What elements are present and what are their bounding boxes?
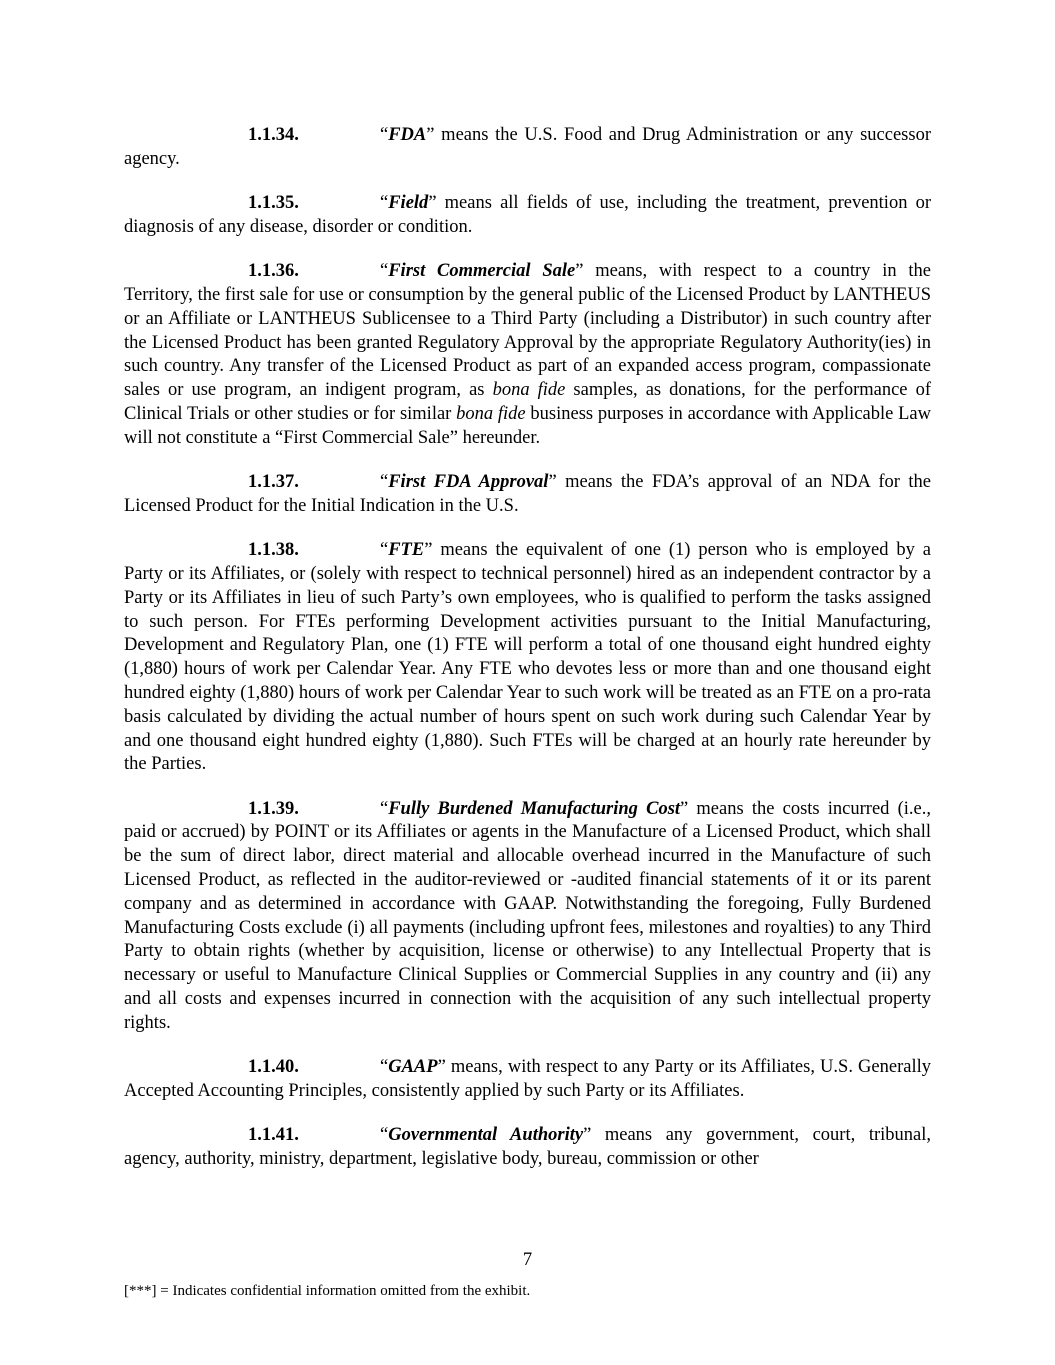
open-quote: “: [380, 261, 389, 282]
definition-1-1-35: [124, 192, 931, 240]
section-number: 1.1.39.: [248, 798, 299, 819]
defined-term: Fully Burdened Manufacturing Cost: [388, 798, 681, 819]
open-quote: “: [380, 1125, 389, 1146]
definition-1-1-38: [124, 539, 931, 777]
definition-text: ” means all fields of use, including the treatment, prevention or diagnosis of any disease, disorder or condition.: [124, 193, 931, 237]
section-number: 1.1.41.: [248, 1125, 299, 1146]
defined-term: FTE: [388, 540, 425, 561]
open-quote: “: [380, 125, 389, 145]
section-number: 1.1.38.: [248, 540, 299, 561]
definition-1-1-34: [124, 124, 931, 172]
definition-text: samples, as donations, for the performance of Clinical Trials or other studies or for similar: [124, 380, 931, 424]
footer-note: [***] = Indicates confidential information omitted from the exhibit.: [124, 1283, 531, 1299]
open-quote: “: [380, 798, 389, 819]
definition-text: ” means the FDA’s approval of an NDA for the Licensed Product for the Initial Indication in the U.S.: [124, 472, 931, 516]
defined-term: Field: [388, 193, 429, 214]
definition-text: business purposes in accordance with Applicable Law will not constitute a “First Commercial Sale” hereunder.: [124, 403, 931, 448]
open-quote: “: [380, 193, 389, 214]
italic-phrase: bona fide: [456, 403, 526, 424]
section-number: 1.1.40.: [248, 1057, 299, 1078]
section-number: 1.1.34.: [248, 125, 299, 145]
definition-1-1-41: [124, 1124, 931, 1172]
defined-term: Governmental Authority: [388, 1125, 584, 1146]
definition-1-1-36: [124, 260, 931, 450]
defined-term: First FDA Approval: [388, 472, 549, 493]
section-number: 1.1.36.: [248, 261, 299, 282]
definition-1-1-37: [124, 471, 931, 519]
section-number: 1.1.35.: [248, 193, 299, 214]
document-body: [124, 124, 931, 1192]
definition-text: ” means, with respect to a country in the Territory, the first sale for use or consumption by the general public of the Licensed Product by LANTHEUS or an Affiliate or LANTHEUS Sublicensee to a Third Party (including a Distributor) in such country after the Licensed Product has been granted Regulatory Approval by the appropriate Regulatory Authority(ies) in such country. Any transfer of the Licensed Product as part of an expanded access program, compassionate sales or use program, an indigent program, as: [124, 261, 931, 401]
section-number: 1.1.37.: [248, 472, 299, 493]
definition-text: ” means, with respect to any Party or its Affiliates, U.S. Generally Accepted Accounting Principles, consistently applied by such Party or its Affiliates.: [124, 1057, 931, 1101]
definition-text: ” means the U.S. Food and Drug Administration or any successor agency.: [124, 125, 931, 169]
defined-term: GAAP: [388, 1057, 438, 1078]
definition-text: ” means the costs incurred (i.e., paid or accrued) by POINT or its Affiliates or agents in the Manufacture of a Licensed Product, which shall be the sum of direct labor, direct material and allocable overhead incurred in the Manufacture of such Licensed Product, as reflected in the auditor-reviewed or -audited financial statements of it or its parent company and as determined in accordance with GAAP. Notwithstanding the foregoing, Fully Burdened Manufacturing Costs exclude (i) all payments (including upfront fees, milestones and royalties) to any Third Party to obtain rights (whether by acquisition, license or otherwise) to any Intellectual Property that is necessary or useful to Manufacture Clinical Supplies or Commercial Supplies in any country and (ii) any and all costs and expenses incurred in connection with the acquisition of any such intellectual property rights.: [124, 798, 931, 1033]
definition-1-1-39: [124, 798, 931, 1036]
definition-1-1-40: [124, 1056, 931, 1104]
defined-term: First Commercial Sale: [388, 261, 576, 282]
open-quote: “: [380, 1057, 389, 1078]
open-quote: “: [380, 472, 389, 493]
open-quote: “: [380, 540, 389, 561]
page-number: 7: [522, 1250, 533, 1270]
definition-text: ” means any government, court, tribunal, agency, authority, ministry, department, legislative body, bureau, commission or other: [124, 1125, 931, 1169]
italic-phrase: bona fide: [492, 380, 566, 401]
defined-term: FDA: [388, 125, 427, 145]
definition-text: ” means the equivalent of one (1) person who is employed by a Party or its Affiliates, or (solely with respect to technical personnel) hired as an independent contractor by a Party or its Affiliates in lieu of such Party’s own employees, who is qualified to perform the tasks assigned to such person. For FTEs performing Development activities pursuant to the Initial Manufacturing, Development and Regulatory Plan, one (1) FTE will perform a total of one thousand eight hundred eighty (1,880) hours of work per Calendar Year. Any FTE who devotes less or more than and one thousand eight hundred eighty (1,880) hours of work per Calendar Year to such work will be treated as an FTE on a pro-rata basis calculated by dividing the actual number of hours spent on such work during such Calendar Year by and one thousand eight hundred eighty (1,880). Such FTEs will be charged at an hourly rate hereunder by the Parties.: [124, 540, 931, 775]
